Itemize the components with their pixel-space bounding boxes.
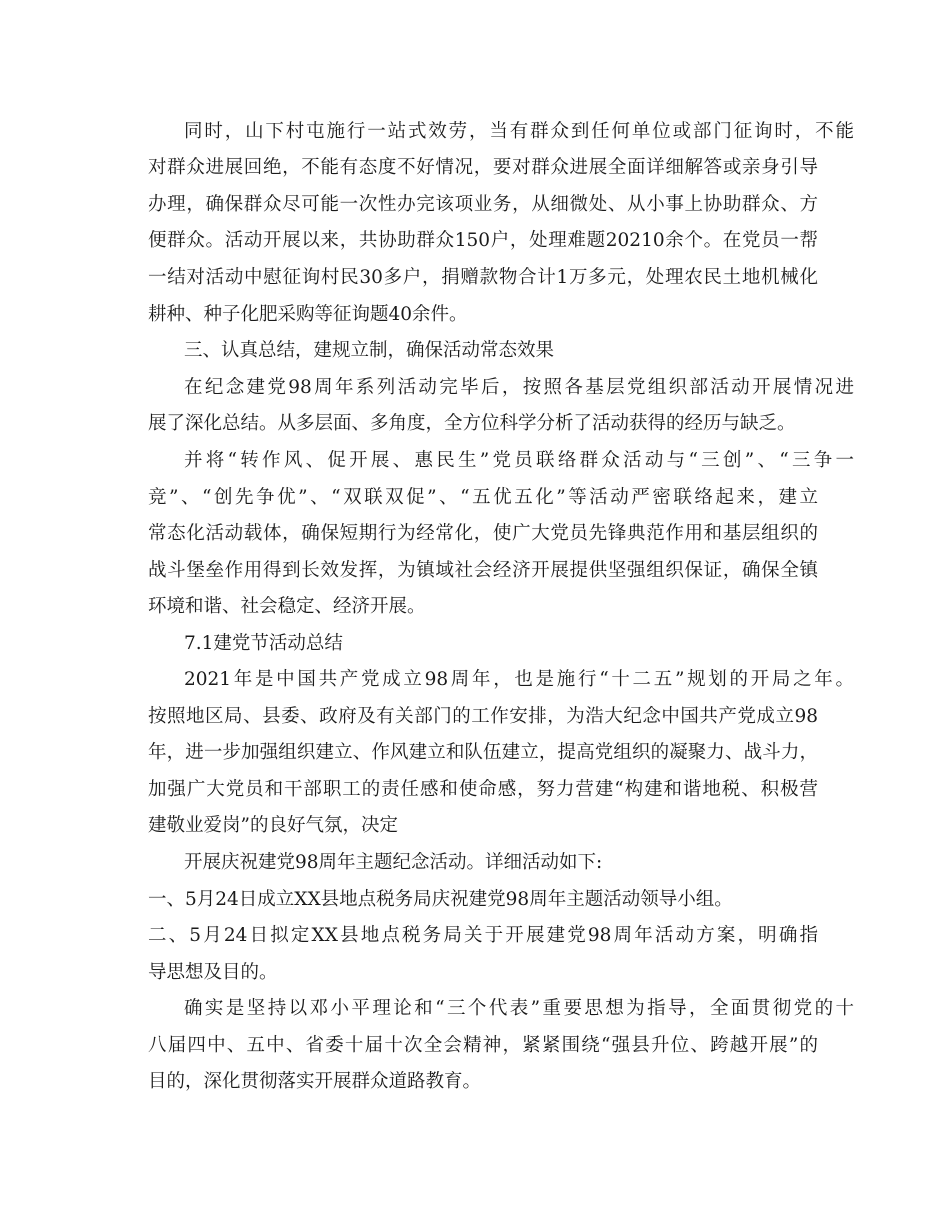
paragraph-line: 目的，深化贯彻落实开展群众道路教育。 — [148, 1071, 482, 1092]
paragraph-line: 建敬业爱岗”的良好气氛，决定 — [148, 815, 398, 836]
paragraph-line: 并将“转作风、促开展、惠民生”党员联络群众活动与“三创”、“三争一 — [184, 450, 854, 471]
paragraph-line: 便群众。活动开展以来，共协助群众150户，处理难题20210余个。在党员一帮 — [148, 230, 818, 251]
paragraph-line: 导思想及目的。 — [148, 962, 278, 983]
paragraph-line: 确实是坚持以邓小平理论和“三个代表”重要思想为指导，全面贯彻党的十 — [184, 998, 854, 1019]
paragraph-line: 开展庆祝建党98周年主题纪念活动。详细活动如下: — [184, 852, 603, 873]
paragraph-line: 加强广大党员和干部职工的责任感和使命感，努力营建“构建和谐地税、积极营 — [148, 779, 818, 800]
paragraph-line: 年，进一步加强组织建立、作风建立和队伍建立，提高党组织的凝聚力、战斗力， — [148, 742, 818, 763]
paragraph-line: 竞”、“创先争优”、“双联双促”、“五优五化”等活动严密联络起来，建立 — [148, 487, 818, 508]
paragraph-line: 耕种、种子化肥采购等征询题40余件。 — [148, 304, 468, 325]
paragraph-line: 八届四中、五中、省委十届十次全会精神，紧紧围绕“强县升位、跨越开展”的 — [148, 1035, 818, 1056]
paragraph-line: 在纪念建党98周年系列活动完毕后，按照各基层党组织部活动开展情况进 — [184, 377, 854, 398]
paragraph-line: 常态化活动载体，确保短期行为经常化，使广大党员先锋典范作用和基层组织的 — [148, 523, 818, 544]
paragraph-line: 按照地区局、县委、政府及有关部门的工作安排，为浩大纪念中国共产党成立98 — [148, 706, 818, 727]
list-item: 二、5月24日拟定XX县地点税务局关于开展建党98周年活动方案，明确指 — [148, 925, 818, 946]
paragraph-line: 同时，山下村屯施行一站式效劳，当有群众到任何单位或部门征询时，不能 — [184, 121, 854, 142]
paragraph-line: 环境和谐、社会稳定、经济开展。 — [148, 596, 426, 617]
paragraph-line: 展了深化总结。从多层面、多角度，全方位科学分析了活动获得的经历与缺乏。 — [148, 413, 796, 434]
paragraph-line: 对群众进展回绝，不能有态度不好情况，要对群众进展全面详细解答或亲身引导 — [148, 157, 818, 178]
paragraph-line: 战斗堡垒作用得到长效发挥，为镇域社会经济开展提供坚强组织保证，确保全镇 — [148, 560, 818, 581]
paragraph-line: 2021年是中国共产党成立98周年，也是施行“十二五”规划的开局之年。 — [184, 669, 854, 690]
section-heading: 三、认真总结，建规立制，确保活动常态效果 — [184, 340, 555, 361]
paragraph-line: 一结对活动中慰征询村民30多户，捐赠款物合计1万多元，处理农民土地机械化 — [148, 267, 818, 288]
section-heading: 7.1建党节活动总结 — [184, 633, 343, 654]
paragraph-line: 办理，确保群众尽可能一次性办完该项业务，从细微处、从小事上协助群众、方 — [148, 194, 818, 215]
list-item: 一、5月24日成立XX县地点税务局庆祝建党98周年主题活动领导小组。 — [148, 889, 733, 910]
